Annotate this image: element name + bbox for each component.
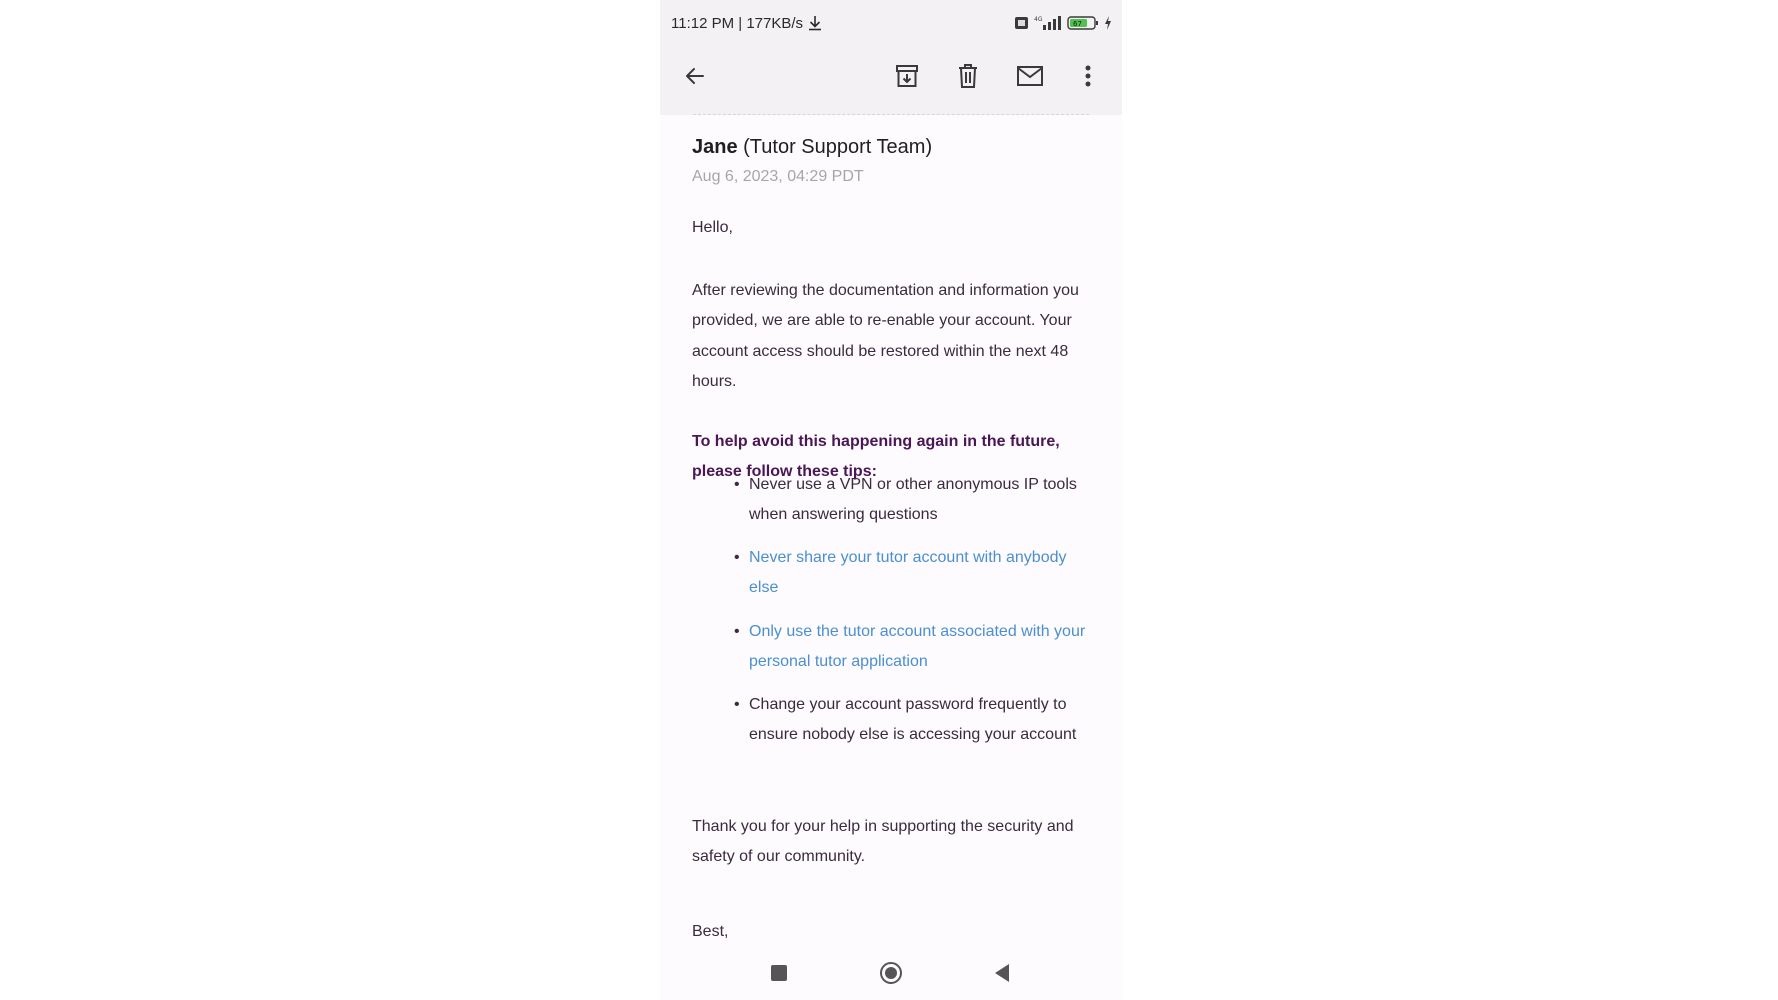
status-bar <box>660 0 1122 46</box>
battery-level: 67 <box>1073 20 1082 28</box>
signal-icon <box>1034 15 1062 31</box>
network-label: 4G <box>1034 16 1043 23</box>
home-button[interactable] <box>874 958 908 992</box>
back-arrow-icon <box>683 64 707 93</box>
bullet: • <box>734 476 740 493</box>
sender-team: (Tutor Support Team) <box>737 136 933 158</box>
home-circle-icon <box>879 961 903 990</box>
back-triangle-icon <box>993 963 1011 988</box>
navigation-bar <box>660 950 1122 1000</box>
mark-unread-button[interactable] <box>1010 58 1050 98</box>
tip-item-link <box>734 543 1094 604</box>
recents-button[interactable] <box>762 958 796 992</box>
sender-line <box>692 136 932 159</box>
email-toolbar <box>660 46 1122 115</box>
archive-icon <box>894 63 920 94</box>
tip-text: Never use a VPN or other anonymous IP tools when answering questions <box>749 476 1077 524</box>
status-right <box>1014 15 1112 31</box>
archive-button[interactable] <box>887 58 927 98</box>
recents-square-icon <box>770 964 788 987</box>
bullet: • <box>734 696 740 713</box>
back-nav-button[interactable] <box>985 958 1019 992</box>
status-time-speed: 11:12 PM | 177KB/s <box>671 14 804 32</box>
email-paragraph: After reviewing the documentation and information you provided, we are able to re-enable your account. Your account access should be restored within the next 48 hours. <box>692 282 1079 390</box>
charging-icon <box>1104 16 1112 30</box>
tips-heading: To help avoid this happening again in the future, please follow these tips: <box>692 433 1060 481</box>
battery-icon <box>1067 15 1099 31</box>
tip-link[interactable]: Never share your tutor account with anybody else <box>749 549 1067 597</box>
sent-date: Aug 6, 2023, 04:29 PDT <box>692 168 864 185</box>
tip-item <box>734 470 1094 531</box>
sim-icon <box>1014 16 1029 30</box>
email-signoff: Best, <box>692 923 729 940</box>
phone-screen <box>660 0 1122 1000</box>
delete-icon <box>956 63 980 94</box>
tip-link[interactable]: Only use the tutor account associated with your personal tutor application <box>749 623 1086 671</box>
back-button[interactable] <box>675 58 715 98</box>
email-greeting: Hello, <box>692 219 733 236</box>
bullet: • <box>734 549 740 566</box>
status-left <box>671 15 823 32</box>
delete-button[interactable] <box>948 58 988 98</box>
tip-item-link <box>734 617 1094 678</box>
sender-name: Jane <box>692 136 738 158</box>
header-divider <box>693 114 1089 115</box>
more-options-button[interactable] <box>1068 58 1108 98</box>
bullet: • <box>734 623 740 640</box>
thanks-paragraph: Thank you for your help in supporting the security and safety of our community. <box>692 818 1074 866</box>
tip-item <box>734 690 1094 751</box>
more-options-icon <box>1084 64 1092 93</box>
mark-unread-icon <box>1016 65 1044 92</box>
tip-text: Change your account password frequently to ensure nobody else is accessing your account <box>749 696 1077 744</box>
download-icon <box>807 15 823 31</box>
